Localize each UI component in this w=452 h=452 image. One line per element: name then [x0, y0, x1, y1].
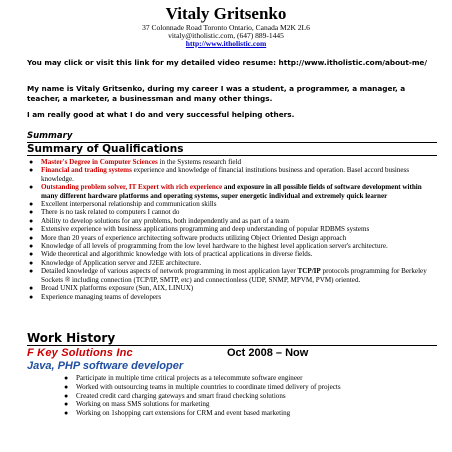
- qualification-text: There is no task related to computers I cannot do: [41, 208, 180, 217]
- qualification-text: More than 20 years of experience architecting software products utilizing Object Oriented Design approach: [41, 233, 347, 242]
- duty-item: [62, 383, 442, 392]
- qualification-item: [27, 225, 437, 233]
- duty-text: Working on mass SMS solutions for marketing: [76, 400, 210, 409]
- website-link[interactable]: http://www.itholistic.com: [185, 39, 267, 48]
- bullet-icon: ●: [29, 208, 34, 217]
- bullet-icon: ●: [29, 200, 34, 209]
- duty-text: Working on 1shopping cart extensions for CRM and event based marketing: [76, 409, 291, 418]
- bullet-icon: ●: [29, 233, 34, 242]
- contact-line: vitaly@itholistic.com, (647) 889-1445: [168, 31, 284, 40]
- qualification-text: Extensive experience with business applications programming and deep understanding of popular RDBMS systems: [41, 225, 370, 234]
- bullet-icon: ●: [29, 292, 34, 301]
- qualification-item: [27, 217, 437, 225]
- duty-text: Created credit card charging gateways and smart fraud checking solutions: [76, 391, 286, 400]
- qualification-text: experience and knowledge of financial institutions business and operation. Basel accord business knowledge.: [41, 166, 410, 183]
- bullet-icon: ●: [29, 225, 34, 234]
- qualification-text: Experience managing teams of developers: [41, 292, 162, 301]
- bullet-icon: ●: [29, 250, 34, 259]
- website-line: [0, 39, 452, 48]
- bullet-icon: ●: [64, 409, 69, 418]
- qualification-text: Excellent interpersonal relationship and communication skills: [41, 200, 217, 209]
- work-history-title: Work History: [27, 331, 437, 346]
- duty-item: [62, 400, 442, 409]
- bullet-icon: ●: [64, 382, 69, 391]
- qualification-item: [27, 183, 437, 200]
- duty-item: [62, 374, 442, 383]
- bullet-icon: ●: [29, 216, 34, 225]
- qualification-item: [27, 208, 437, 216]
- qualification-item: [27, 284, 437, 292]
- bullet-icon: ●: [29, 166, 34, 175]
- bullet-icon: ●: [29, 183, 34, 192]
- qualification-item: [27, 158, 437, 166]
- duty-item: [62, 409, 442, 418]
- duties-list: [62, 374, 442, 418]
- bullet-icon: ●: [64, 374, 69, 382]
- qualification-text: Financial and trading systems: [41, 166, 132, 175]
- qualification-text: Wide theoretical and algorithmic knowledge with lots of practical applications in diverse fields.: [41, 250, 313, 259]
- job-role: Java, PHP software developer: [27, 360, 184, 372]
- qualification-text: Outstanding problem solver, IT Expert with rich experience: [41, 183, 223, 192]
- bullet-icon: ●: [29, 258, 34, 267]
- job-period: Oct 2008 – Now: [227, 347, 309, 359]
- address-line: 37 Colonnade Road Toronto Ontario, Canada M2K 2L6: [142, 23, 310, 32]
- qualification-item: [27, 200, 437, 208]
- company-name: F Key Solutions Inc: [27, 347, 133, 359]
- qualification-item: [27, 259, 437, 267]
- video-resume-line: You may click or visit this link for my detailed video resume: http://www.itholistic.com/about-me/: [27, 58, 428, 67]
- qualification-text: protocols programming for Berkeley Sockets ® including connection (TCP/IP, SMTP, etc) and connectionless (UDP, SNMP, MPVM, PVM) oriented.: [41, 267, 427, 284]
- qualification-item: [27, 267, 437, 284]
- qualification-text: and exposure in all possible fields of software development within many different hardware platforms and operating systems, super energetic individual and extremely quick learner: [41, 183, 422, 200]
- qualification-text: Detailed knowledge of various aspects of network programming in most application layer: [41, 267, 298, 276]
- qualification-item: [27, 234, 437, 242]
- qualification-text: TCP/IP: [297, 267, 321, 276]
- bullet-icon: ●: [29, 284, 34, 293]
- bullet-icon: ●: [29, 158, 34, 166]
- bullet-icon: ●: [29, 242, 34, 251]
- bullet-icon: ●: [64, 400, 69, 409]
- qualification-text: Ability to develop solutions for any problems, both independently and as part of a team: [41, 216, 290, 225]
- qualification-text: Broad UNIX platforms exposure (Sun, AIX, LINUX): [41, 284, 194, 293]
- candidate-name: Vitaly Gritsenko: [165, 4, 287, 23]
- duty-text: Worked with outsourcing teams in multiple countries to coordinate timed delivery of projects: [76, 382, 341, 391]
- qualification-item: [27, 166, 437, 183]
- qualification-item: [27, 250, 437, 258]
- qualifications-list: [27, 158, 437, 301]
- qualification-item: [27, 293, 437, 301]
- qualification-text: Knowledge of all levels of programming from the low level hardware to the highest level application server's architecture.: [41, 242, 388, 251]
- bullet-icon: ●: [29, 267, 34, 276]
- qualification-text: in the Systems research field: [157, 158, 242, 166]
- qualification-item: [27, 242, 437, 250]
- career-line: My name is Vitaly Gritsenko, during my career I was a student, a programmer, a manager, a teacher, a marketer, a businessman and many other things.: [27, 84, 406, 103]
- duty-text: Participate in multiple time critical projects as a telecommute software engineer: [76, 374, 303, 382]
- qualification-text: Knowledge of Application server and J2EE architecture.: [41, 258, 202, 267]
- qualification-text: Master's Degree in Computer Sciences: [41, 158, 158, 166]
- duty-item: [62, 392, 442, 401]
- qualifications-title: Summary of Qualifications: [27, 143, 437, 156]
- bullet-icon: ●: [64, 391, 69, 400]
- great-line: I am really good at what I do and very successful helping others.: [27, 110, 295, 119]
- summary-label: Summary: [27, 131, 437, 143]
